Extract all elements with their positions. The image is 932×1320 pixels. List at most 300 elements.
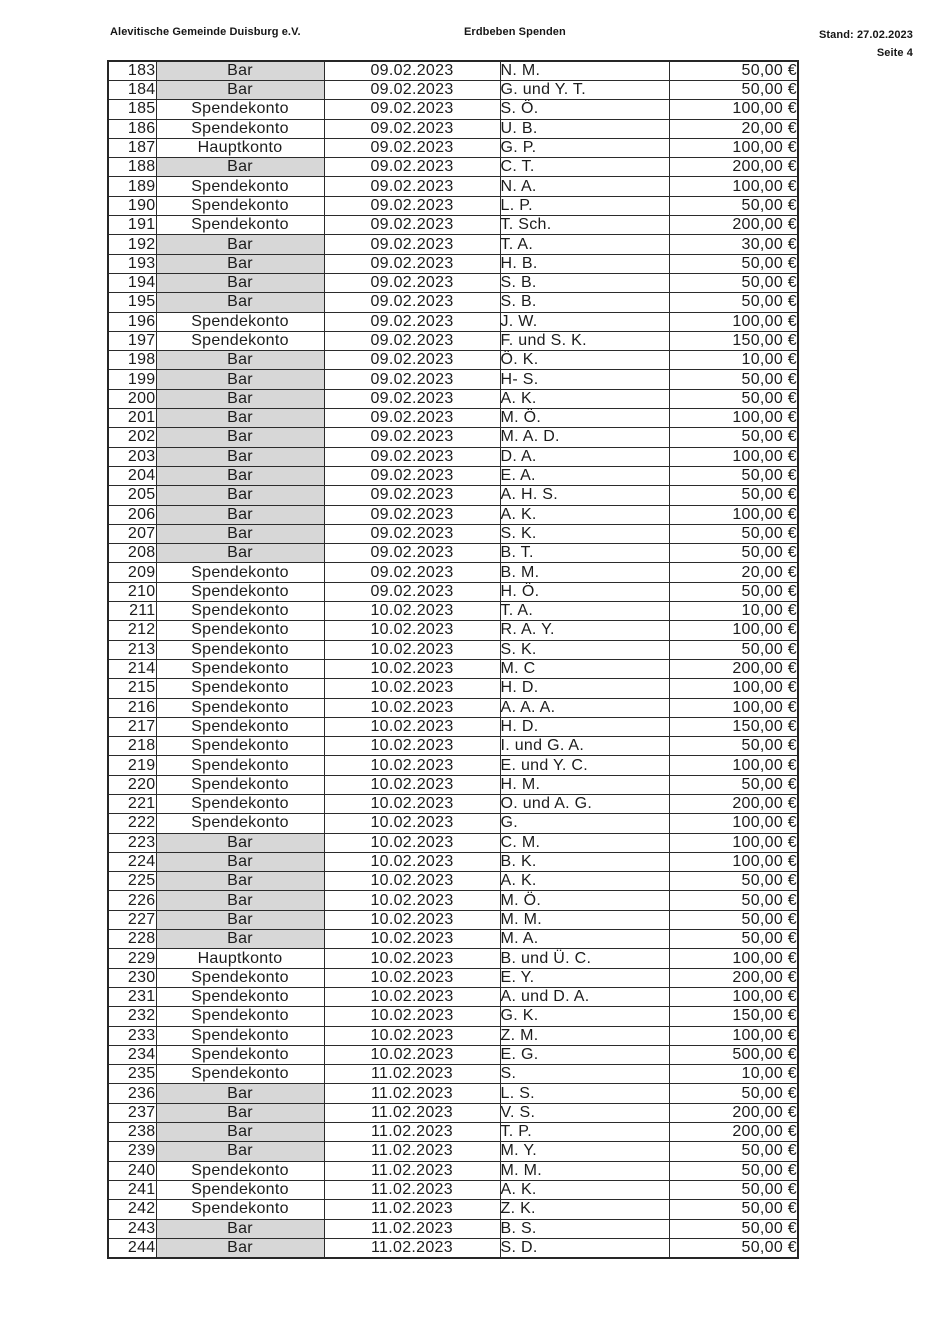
payment-type-cell: Bar xyxy=(156,891,324,910)
amount-cell: 20,00 € xyxy=(669,563,798,582)
row-number-cell: 239 xyxy=(108,1142,156,1161)
row-number-cell: 223 xyxy=(108,833,156,852)
donor-initials-cell: H. D. xyxy=(500,717,669,736)
date-cell: 09.02.2023 xyxy=(324,119,500,138)
date-cell: 09.02.2023 xyxy=(324,254,500,273)
table-row xyxy=(108,1180,798,1199)
table-row xyxy=(108,138,798,157)
date-cell: 10.02.2023 xyxy=(324,949,500,968)
payment-type-cell: Bar xyxy=(156,351,324,370)
row-number-cell: 195 xyxy=(108,293,156,312)
date-cell: 09.02.2023 xyxy=(324,158,500,177)
table-row xyxy=(108,814,798,833)
amount-cell: 100,00 € xyxy=(669,698,798,717)
donor-initials-cell: G. K. xyxy=(500,1007,669,1026)
payment-type-cell: Spendekonto xyxy=(156,640,324,659)
amount-cell: 50,00 € xyxy=(669,254,798,273)
row-number-cell: 183 xyxy=(108,61,156,81)
date-cell: 09.02.2023 xyxy=(324,466,500,485)
table-row xyxy=(108,833,798,852)
table-row xyxy=(108,1161,798,1180)
donor-initials-cell: G. P. xyxy=(500,138,669,157)
row-number-cell: 186 xyxy=(108,119,156,138)
amount-cell: 100,00 € xyxy=(669,100,798,119)
donor-initials-cell: A. K. xyxy=(500,389,669,408)
date-cell: 09.02.2023 xyxy=(324,428,500,447)
donor-initials-cell: Z. K. xyxy=(500,1200,669,1219)
payment-type-cell: Spendekonto xyxy=(156,717,324,736)
payment-type-cell: Spendekonto xyxy=(156,1026,324,1045)
donor-initials-cell: E. Y. xyxy=(500,968,669,987)
payment-type-cell: Bar xyxy=(156,1103,324,1122)
row-number-cell: 196 xyxy=(108,312,156,331)
table-row xyxy=(108,158,798,177)
date-cell: 10.02.2023 xyxy=(324,910,500,929)
amount-cell: 100,00 € xyxy=(669,409,798,428)
donor-initials-cell: C. T. xyxy=(500,158,669,177)
amount-cell: 100,00 € xyxy=(669,833,798,852)
amount-cell: 10,00 € xyxy=(669,1065,798,1084)
amount-cell: 50,00 € xyxy=(669,370,798,389)
donor-initials-cell: M. Ö. xyxy=(500,891,669,910)
payment-type-cell: Spendekonto xyxy=(156,679,324,698)
table-row xyxy=(108,409,798,428)
table-row xyxy=(108,351,798,370)
row-number-cell: 217 xyxy=(108,717,156,736)
row-number-cell: 218 xyxy=(108,737,156,756)
amount-cell: 50,00 € xyxy=(669,273,798,292)
date-cell: 09.02.2023 xyxy=(324,216,500,235)
date-cell: 09.02.2023 xyxy=(324,273,500,292)
date-cell: 09.02.2023 xyxy=(324,370,500,389)
amount-cell: 100,00 € xyxy=(669,312,798,331)
amount-cell: 100,00 € xyxy=(669,138,798,157)
date-cell: 10.02.2023 xyxy=(324,930,500,949)
table-row xyxy=(108,524,798,543)
date-cell: 10.02.2023 xyxy=(324,775,500,794)
amount-cell: 200,00 € xyxy=(669,1123,798,1142)
header-org-name: Alevitische Gemeinde Duisburg e.V. xyxy=(110,26,301,38)
date-cell: 09.02.2023 xyxy=(324,505,500,524)
row-number-cell: 244 xyxy=(108,1238,156,1258)
date-cell: 10.02.2023 xyxy=(324,659,500,678)
amount-cell: 100,00 € xyxy=(669,505,798,524)
row-number-cell: 228 xyxy=(108,930,156,949)
row-number-cell: 238 xyxy=(108,1123,156,1142)
date-cell: 10.02.2023 xyxy=(324,1045,500,1064)
donor-initials-cell: M. Ö. xyxy=(500,409,669,428)
table-row xyxy=(108,1007,798,1026)
row-number-cell: 184 xyxy=(108,81,156,100)
table-row xyxy=(108,1065,798,1084)
payment-type-cell: Bar xyxy=(156,81,324,100)
table-row xyxy=(108,737,798,756)
date-cell: 10.02.2023 xyxy=(324,602,500,621)
date-cell: 09.02.2023 xyxy=(324,235,500,254)
row-number-cell: 225 xyxy=(108,872,156,891)
payment-type-cell: Bar xyxy=(156,524,324,543)
payment-type-cell: Bar xyxy=(156,1084,324,1103)
table-row xyxy=(108,505,798,524)
table-row xyxy=(108,1123,798,1142)
payment-type-cell: Spendekonto xyxy=(156,1161,324,1180)
row-number-cell: 243 xyxy=(108,1219,156,1238)
date-cell: 10.02.2023 xyxy=(324,1026,500,1045)
table-row xyxy=(108,852,798,871)
donor-initials-cell: E. und Y. C. xyxy=(500,756,669,775)
table-row xyxy=(108,216,798,235)
payment-type-cell: Bar xyxy=(156,61,324,81)
donor-initials-cell: H. B. xyxy=(500,254,669,273)
donor-initials-cell: O. und A. G. xyxy=(500,794,669,813)
row-number-cell: 236 xyxy=(108,1084,156,1103)
table-row xyxy=(108,659,798,678)
payment-type-cell: Spendekonto xyxy=(156,1065,324,1084)
row-number-cell: 240 xyxy=(108,1161,156,1180)
date-cell: 11.02.2023 xyxy=(324,1200,500,1219)
payment-type-cell: Bar xyxy=(156,1219,324,1238)
donor-initials-cell: B. S. xyxy=(500,1219,669,1238)
row-number-cell: 197 xyxy=(108,331,156,350)
row-number-cell: 220 xyxy=(108,775,156,794)
payment-type-cell: Bar xyxy=(156,428,324,447)
payment-type-cell: Bar xyxy=(156,370,324,389)
payment-type-cell: Spendekonto xyxy=(156,737,324,756)
payment-type-cell: Bar xyxy=(156,466,324,485)
table-row xyxy=(108,428,798,447)
date-cell: 10.02.2023 xyxy=(324,814,500,833)
amount-cell: 50,00 € xyxy=(669,1200,798,1219)
table-row xyxy=(108,582,798,601)
payment-type-cell: Bar xyxy=(156,505,324,524)
donor-initials-cell: J. W. xyxy=(500,312,669,331)
row-number-cell: 208 xyxy=(108,544,156,563)
amount-cell: 50,00 € xyxy=(669,910,798,929)
row-number-cell: 222 xyxy=(108,814,156,833)
payment-type-cell: Spendekonto xyxy=(156,1180,324,1199)
row-number-cell: 224 xyxy=(108,852,156,871)
header-meta xyxy=(819,26,913,62)
donor-initials-cell: A. K. xyxy=(500,505,669,524)
row-number-cell: 230 xyxy=(108,968,156,987)
donor-initials-cell: S. K. xyxy=(500,524,669,543)
amount-cell: 100,00 € xyxy=(669,621,798,640)
row-number-cell: 203 xyxy=(108,447,156,466)
date-cell: 10.02.2023 xyxy=(324,833,500,852)
payment-type-cell: Bar xyxy=(156,486,324,505)
row-number-cell: 242 xyxy=(108,1200,156,1219)
amount-cell: 100,00 € xyxy=(669,814,798,833)
row-number-cell: 231 xyxy=(108,987,156,1006)
amount-cell: 50,00 € xyxy=(669,872,798,891)
amount-cell: 50,00 € xyxy=(669,1084,798,1103)
table-row xyxy=(108,1084,798,1103)
date-cell: 09.02.2023 xyxy=(324,447,500,466)
row-number-cell: 202 xyxy=(108,428,156,447)
table-row xyxy=(108,910,798,929)
amount-cell: 100,00 € xyxy=(669,447,798,466)
table-row xyxy=(108,235,798,254)
donor-initials-cell: B. K. xyxy=(500,852,669,871)
amount-cell: 50,00 € xyxy=(669,737,798,756)
payment-type-cell: Bar xyxy=(156,872,324,891)
payment-type-cell: Bar xyxy=(156,1238,324,1258)
table-row xyxy=(108,698,798,717)
amount-cell: 200,00 € xyxy=(669,216,798,235)
payment-type-cell: Spendekonto xyxy=(156,1007,324,1026)
date-cell: 09.02.2023 xyxy=(324,81,500,100)
donor-initials-cell: H- S. xyxy=(500,370,669,389)
table-row xyxy=(108,1045,798,1064)
payment-type-cell: Spendekonto xyxy=(156,987,324,1006)
donor-initials-cell: M. A. D. xyxy=(500,428,669,447)
amount-cell: 100,00 € xyxy=(669,679,798,698)
table-row xyxy=(108,293,798,312)
payment-type-cell: Spendekonto xyxy=(156,100,324,119)
donor-initials-cell: B. und Ü. C. xyxy=(500,949,669,968)
amount-cell: 50,00 € xyxy=(669,428,798,447)
table-row xyxy=(108,949,798,968)
donor-initials-cell: S. Ö. xyxy=(500,100,669,119)
row-number-cell: 233 xyxy=(108,1026,156,1045)
payment-type-cell: Bar xyxy=(156,158,324,177)
row-number-cell: 221 xyxy=(108,794,156,813)
date-cell: 10.02.2023 xyxy=(324,640,500,659)
donor-initials-cell: T. A. xyxy=(500,602,669,621)
donor-initials-cell: T. Sch. xyxy=(500,216,669,235)
table-row xyxy=(108,930,798,949)
row-number-cell: 205 xyxy=(108,486,156,505)
payment-type-cell: Bar xyxy=(156,293,324,312)
payment-type-cell: Spendekonto xyxy=(156,312,324,331)
date-cell: 10.02.2023 xyxy=(324,679,500,698)
table-row xyxy=(108,872,798,891)
date-cell: 11.02.2023 xyxy=(324,1142,500,1161)
amount-cell: 50,00 € xyxy=(669,1180,798,1199)
donor-initials-cell: H. D. xyxy=(500,679,669,698)
donor-initials-cell: S. D. xyxy=(500,1238,669,1258)
stand-date-label: Stand: 27.02.2023 xyxy=(818,29,913,41)
table-row xyxy=(108,717,798,736)
table-row xyxy=(108,544,798,563)
donor-initials-cell: R. A. Y. xyxy=(500,621,669,640)
donor-initials-cell: S. xyxy=(500,1065,669,1084)
amount-cell: 50,00 € xyxy=(669,466,798,485)
date-cell: 10.02.2023 xyxy=(324,698,500,717)
table-row xyxy=(108,466,798,485)
donor-initials-cell: B. T. xyxy=(500,544,669,563)
date-cell: 11.02.2023 xyxy=(324,1238,500,1258)
donor-initials-cell: G. xyxy=(500,814,669,833)
row-number-cell: 191 xyxy=(108,216,156,235)
amount-cell: 100,00 € xyxy=(669,177,798,196)
payment-type-cell: Spendekonto xyxy=(156,621,324,640)
date-cell: 10.02.2023 xyxy=(324,794,500,813)
amount-cell: 100,00 € xyxy=(669,1026,798,1045)
amount-cell: 50,00 € xyxy=(669,61,798,81)
payment-type-cell: Spendekonto xyxy=(156,196,324,215)
payment-type-cell: Bar xyxy=(156,1123,324,1142)
donor-initials-cell: L. S. xyxy=(500,1084,669,1103)
row-number-cell: 192 xyxy=(108,235,156,254)
date-cell: 09.02.2023 xyxy=(324,177,500,196)
payment-type-cell: Spendekonto xyxy=(156,602,324,621)
payment-type-cell: Spendekonto xyxy=(156,563,324,582)
amount-cell: 50,00 € xyxy=(669,930,798,949)
amount-cell: 50,00 € xyxy=(669,1161,798,1180)
donor-initials-cell: S. K. xyxy=(500,640,669,659)
donor-initials-cell: M. C xyxy=(500,659,669,678)
donor-initials-cell: A. A. A. xyxy=(500,698,669,717)
date-cell: 10.02.2023 xyxy=(324,756,500,775)
page-number-label: Seite 4 xyxy=(876,47,913,59)
row-number-cell: 200 xyxy=(108,389,156,408)
date-cell: 11.02.2023 xyxy=(324,1161,500,1180)
amount-cell: 200,00 € xyxy=(669,1103,798,1122)
amount-cell: 100,00 € xyxy=(669,852,798,871)
donor-initials-cell: E. G. xyxy=(500,1045,669,1064)
payment-type-cell: Spendekonto xyxy=(156,331,324,350)
table-row xyxy=(108,119,798,138)
date-cell: 09.02.2023 xyxy=(324,544,500,563)
table-row xyxy=(108,794,798,813)
date-cell: 09.02.2023 xyxy=(324,61,500,81)
amount-cell: 50,00 € xyxy=(669,196,798,215)
payment-type-cell: Bar xyxy=(156,254,324,273)
donor-initials-cell: U. B. xyxy=(500,119,669,138)
table-row xyxy=(108,1238,798,1258)
row-number-cell: 214 xyxy=(108,659,156,678)
row-number-cell: 194 xyxy=(108,273,156,292)
amount-cell: 100,00 € xyxy=(669,756,798,775)
table-row xyxy=(108,1200,798,1219)
payment-type-cell: Spendekonto xyxy=(156,582,324,601)
date-cell: 09.02.2023 xyxy=(324,293,500,312)
amount-cell: 150,00 € xyxy=(669,1007,798,1026)
amount-cell: 50,00 € xyxy=(669,486,798,505)
donations-table xyxy=(107,60,799,1259)
donor-initials-cell: F. und S. K. xyxy=(500,331,669,350)
row-number-cell: 188 xyxy=(108,158,156,177)
payment-type-cell: Bar xyxy=(156,1142,324,1161)
amount-cell: 10,00 € xyxy=(669,351,798,370)
payment-type-cell: Spendekonto xyxy=(156,659,324,678)
payment-type-cell: Bar xyxy=(156,910,324,929)
amount-cell: 50,00 € xyxy=(669,293,798,312)
date-cell: 10.02.2023 xyxy=(324,852,500,871)
row-number-cell: 199 xyxy=(108,370,156,389)
donor-initials-cell: D. A. xyxy=(500,447,669,466)
date-cell: 10.02.2023 xyxy=(324,987,500,1006)
amount-cell: 50,00 € xyxy=(669,524,798,543)
amount-cell: 50,00 € xyxy=(669,775,798,794)
row-number-cell: 216 xyxy=(108,698,156,717)
donor-initials-cell: A. K. xyxy=(500,1180,669,1199)
header-doc-title: Erdbeben Spenden xyxy=(464,26,566,38)
row-number-cell: 215 xyxy=(108,679,156,698)
donor-initials-cell: E. A. xyxy=(500,466,669,485)
donor-initials-cell: H. M. xyxy=(500,775,669,794)
payment-type-cell: Bar xyxy=(156,389,324,408)
donor-initials-cell: Ö. K. xyxy=(500,351,669,370)
row-number-cell: 226 xyxy=(108,891,156,910)
payment-type-cell: Spendekonto xyxy=(156,794,324,813)
donor-initials-cell: A. H. S. xyxy=(500,486,669,505)
payment-type-cell: Spendekonto xyxy=(156,177,324,196)
row-number-cell: 209 xyxy=(108,563,156,582)
amount-cell: 50,00 € xyxy=(669,81,798,100)
table-row xyxy=(108,640,798,659)
table-row xyxy=(108,775,798,794)
payment-type-cell: Spendekonto xyxy=(156,698,324,717)
payment-type-cell: Bar xyxy=(156,447,324,466)
payment-type-cell: Spendekonto xyxy=(156,119,324,138)
donor-initials-cell: L. P. xyxy=(500,196,669,215)
date-cell: 11.02.2023 xyxy=(324,1103,500,1122)
date-cell: 10.02.2023 xyxy=(324,737,500,756)
table-row xyxy=(108,389,798,408)
payment-type-cell: Bar xyxy=(156,409,324,428)
row-number-cell: 213 xyxy=(108,640,156,659)
payment-type-cell: Bar xyxy=(156,852,324,871)
donor-initials-cell: S. B. xyxy=(500,293,669,312)
table-row xyxy=(108,756,798,775)
payment-type-cell: Bar xyxy=(156,544,324,563)
row-number-cell: 189 xyxy=(108,177,156,196)
amount-cell: 200,00 € xyxy=(669,794,798,813)
row-number-cell: 193 xyxy=(108,254,156,273)
table-row xyxy=(108,1103,798,1122)
donor-initials-cell: N. M. xyxy=(500,61,669,81)
date-cell: 09.02.2023 xyxy=(324,196,500,215)
amount-cell: 200,00 € xyxy=(669,659,798,678)
row-number-cell: 201 xyxy=(108,409,156,428)
payment-type-cell: Bar xyxy=(156,235,324,254)
payment-type-cell: Hauptkonto xyxy=(156,138,324,157)
row-number-cell: 227 xyxy=(108,910,156,929)
amount-cell: 10,00 € xyxy=(669,602,798,621)
date-cell: 11.02.2023 xyxy=(324,1084,500,1103)
amount-cell: 200,00 € xyxy=(669,968,798,987)
amount-cell: 50,00 € xyxy=(669,1142,798,1161)
donor-initials-cell: M. A. xyxy=(500,930,669,949)
amount-cell: 100,00 € xyxy=(669,987,798,1006)
donor-initials-cell: A. und D. A. xyxy=(500,987,669,1006)
row-number-cell: 185 xyxy=(108,100,156,119)
amount-cell: 50,00 € xyxy=(669,1238,798,1258)
table-row xyxy=(108,447,798,466)
date-cell: 11.02.2023 xyxy=(324,1180,500,1199)
amount-cell: 30,00 € xyxy=(669,235,798,254)
date-cell: 10.02.2023 xyxy=(324,872,500,891)
donor-initials-cell: H. Ö. xyxy=(500,582,669,601)
amount-cell: 50,00 € xyxy=(669,389,798,408)
row-number-cell: 211 xyxy=(108,602,156,621)
row-number-cell: 204 xyxy=(108,466,156,485)
row-number-cell: 190 xyxy=(108,196,156,215)
donor-initials-cell: B. M. xyxy=(500,563,669,582)
donor-initials-cell: C. M. xyxy=(500,833,669,852)
amount-cell: 50,00 € xyxy=(669,582,798,601)
table-row xyxy=(108,563,798,582)
row-number-cell: 212 xyxy=(108,621,156,640)
date-cell: 09.02.2023 xyxy=(324,331,500,350)
table-row xyxy=(108,1026,798,1045)
date-cell: 09.02.2023 xyxy=(324,138,500,157)
donor-initials-cell: A. K. xyxy=(500,872,669,891)
amount-cell: 100,00 € xyxy=(669,949,798,968)
date-cell: 09.02.2023 xyxy=(324,563,500,582)
